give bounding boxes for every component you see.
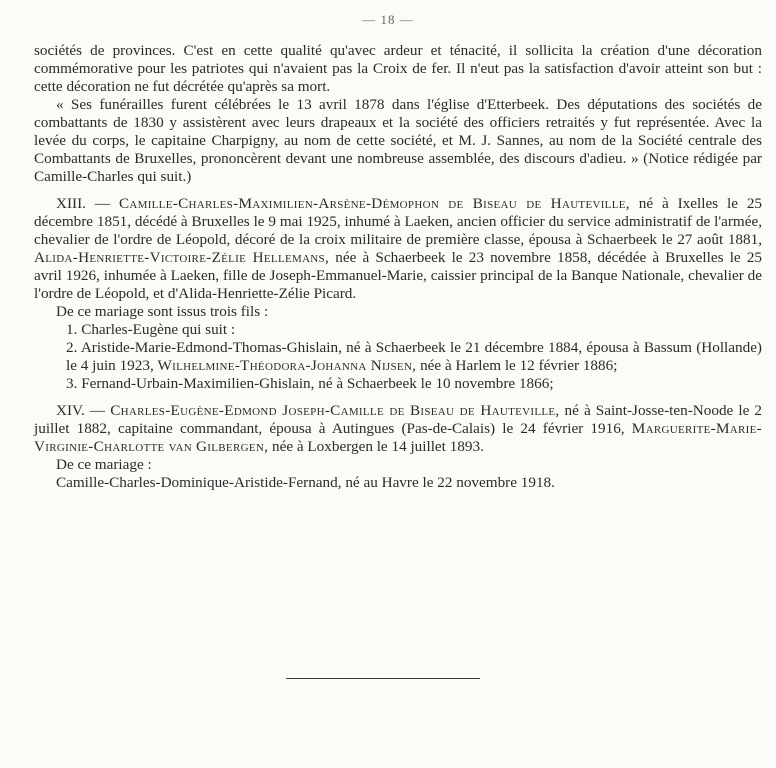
section-xiv-text2: née à Loxbergen le 14 juillet 1893. bbox=[272, 438, 484, 455]
section-xiii-text2: née à Schaerbeek le 23 novembre 1858, décédée à Bruxelles le 25 avril 1926, inhumée à Laeken, fille de Joseph-Emmanuel-Marie, caissier principal de la Banque Nationale, chevalier de l'ordre de Léopold, et d'Alida-Henriette-Zélie Picard. bbox=[34, 249, 763, 302]
section-xiii-child-2-text: 2. Aristide-Marie-Edmond-Thomas-Ghislain, né à Schaerbeek le 21 décembre 1884, épousa à Bassum (Hollande) le 4 juin 1923, bbox=[66, 339, 762, 374]
paragraph-funerals: « Ses funérailles furent célébrées le 13 avril 1878 dans l'église d'Etterbeek. Des députations des sociétés de combattants de 1830 y assistèrent avec leurs drapeaux et la société des officiers retraités y fut représentée. Avec la levée du corps, le capitaine Charpigny, au nom de cette société, et M. J. Sannes, au nom de la Société centrale des Combattants de Bruxelles, prononcèrent devant une nombreuse assemblée, des discours d'adieu. » (Notice rédigée par Camille-Charles qui suit.) bbox=[34, 96, 762, 185]
section-xiii-child-2-birth: née à Harlem le 12 février 1886; bbox=[420, 357, 618, 374]
section-xiv-name: Charles-Eugène-Edmond Joseph-Camille de Biseau de Hauteville, bbox=[110, 402, 560, 419]
section-xiv-text1: né à Saint-Josse-ten-Noode le 2 juillet 1882, capitaine commandant, épousa à Autingues (Pas-de-Calais) le 24 février 1916, bbox=[34, 402, 762, 437]
section-xiii-child-2 bbox=[34, 339, 762, 375]
section-xiv-issue: De ce mariage : bbox=[56, 456, 152, 473]
section-xiii-child-3: 3. Fernand-Urbain-Maximilien-Ghislain, né à Schaerbeek le 10 novembre 1866; bbox=[66, 375, 554, 392]
section-xiv-spouse: Marguerite-Marie-Virginie-Charlotte van Gilbergen, bbox=[34, 420, 763, 455]
section-xiii-spouse: Alida-Henriette-Victoire-Zélie Hellemans, bbox=[34, 249, 330, 266]
section-xiv bbox=[34, 402, 762, 492]
section-xiii-entry bbox=[34, 195, 762, 303]
section-xiii-number: XIII. — bbox=[56, 195, 111, 212]
section-xiv-number: XIV. — bbox=[56, 402, 106, 419]
section-xiii-child-2-spouse: Wilhelmine-Théodora-Johanna Nijsen, bbox=[157, 357, 417, 374]
section-xiii-text1: né à Ixelles le 25 décembre 1851, décédé à Bruxelles le 9 mai 1925, inhumé à Laeken, ancien officier du service administratif de l'armée, chevalier de l'ordre de Léopold, décoré de la croix militaire de première classe, épousa à Schaerbeek le 27 août 1881, bbox=[34, 195, 763, 248]
section-xiii-name: Camille-Charles-Maximilien-Arsène-Démophon de Biseau de Hauteville, bbox=[118, 195, 630, 212]
paragraph-previous: sociétés de provinces. C'est en cette qualité qu'avec ardeur et ténacité, il sollicita la création d'une décoration commémorative pour les patriotes qui n'avaient pas la Croix de fer. Il n'eut pas la satisfaction d'avoir atteint son but : cette décoration ne fut décrétée qu'après sa mort. bbox=[34, 42, 762, 95]
section-xiii bbox=[34, 195, 762, 393]
closing-rule bbox=[286, 678, 480, 679]
section-xiii-child-1: 1. Charles-Eugène qui suit : bbox=[66, 321, 236, 338]
section-xiv-child: Camille-Charles-Dominique-Aristide-Fernand, né au Havre le 22 novembre 1918. bbox=[56, 474, 555, 491]
section-xiv-entry bbox=[34, 402, 762, 456]
page-body bbox=[34, 42, 762, 492]
section-xiii-issue: De ce mariage sont issus trois fils : bbox=[56, 303, 269, 320]
page-number: — 18 — bbox=[362, 12, 414, 27]
